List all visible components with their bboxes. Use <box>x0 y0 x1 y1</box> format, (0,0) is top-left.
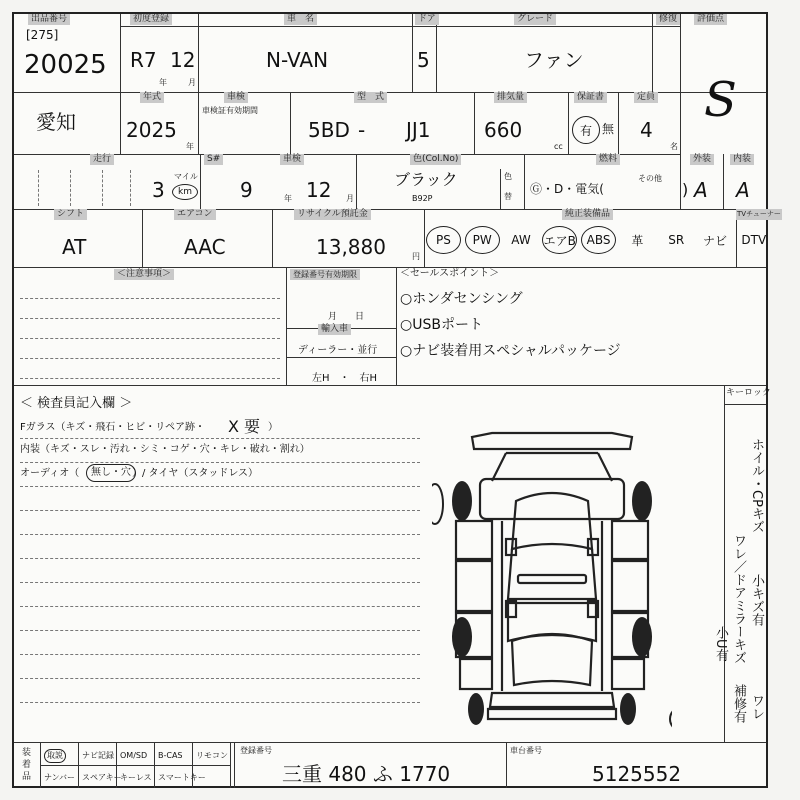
year-unit: 年 <box>186 142 194 151</box>
lot-header: 出品番号 <box>28 14 70 25</box>
doors-value: 5 <box>417 48 430 72</box>
grade-value: ファン <box>524 48 584 72</box>
equipment-item-7: ナビ <box>702 233 727 248</box>
inspector-header: ＜ 検査員記入欄 ＞ <box>20 396 133 411</box>
doors-header: ドア <box>415 14 439 25</box>
accessory-item-row1-4: リモコン <box>196 751 228 760</box>
shaken-header: 車検 <box>224 92 248 103</box>
reg-expiry-header: 登録番号有効期限 <box>290 269 360 280</box>
capacity-value: 4 <box>640 118 653 142</box>
equipment-item-5: 革 <box>631 233 644 248</box>
displacement-value: 660 <box>484 118 523 142</box>
accessory-item-row1-1: ナビ記録 <box>82 751 114 760</box>
fuel-header: 燃料 <box>596 154 620 165</box>
inspection-year: 9 <box>240 178 253 202</box>
car-damage-diagram <box>432 409 672 739</box>
accessory-item-row1-2: OM/SD <box>120 751 148 760</box>
equipment-item-8: DTV <box>741 233 767 247</box>
aircon-value: AAC <box>184 235 226 259</box>
warranty-header: 保証書 <box>574 92 607 103</box>
shift-header: シフト <box>54 209 87 220</box>
recycle-unit: 円 <box>412 252 420 261</box>
shaken-sub: 車検証有効期間 <box>202 106 258 115</box>
aircon-header: エアコン <box>174 209 216 220</box>
first-reg-month: 12 <box>170 48 196 72</box>
tv-tuner-header: TVチューナー <box>737 210 781 218</box>
equipment-item-4: ABS <box>581 226 616 254</box>
key-lock-header: キーロック <box>726 388 771 398</box>
grade-header: グレード <box>514 14 556 25</box>
inspector-fglass: Fガラス（キズ・飛石・ヒビ・リペア跡・ <box>20 422 206 433</box>
equipment-item-0: PS <box>426 226 461 254</box>
color-header: 色(Col.No) <box>410 154 461 165</box>
equipment-item-3: エアB <box>542 226 577 254</box>
chassis-header: 車台番号 <box>510 746 542 755</box>
first-reg-header: 初度登録 <box>130 14 172 25</box>
color-value: ブラック <box>394 170 458 189</box>
shift-value: AT <box>62 235 87 259</box>
accessory-item-row2-2: キーレス <box>120 773 152 782</box>
capacity-unit: 名 <box>670 142 678 151</box>
inspector-fglass-mark: X 要 <box>228 417 261 436</box>
displacement-unit: cc <box>554 142 563 151</box>
exterior-value: A <box>694 178 708 202</box>
import-header: 輸入車 <box>318 324 351 335</box>
accessory-item-row2-0: ナンバー <box>44 773 76 782</box>
color-change-label-1: 色 <box>504 172 512 181</box>
first-reg-year-unit: 年 <box>159 78 167 87</box>
lot-number: 20025 <box>24 50 107 80</box>
model-code-header: 型 式 <box>354 92 387 103</box>
inspector-fglass-close: ） <box>268 422 278 433</box>
fuel-close: ) <box>682 180 689 199</box>
import-steer: 左H ・ 右H <box>312 373 378 384</box>
inspection-year-unit: 年 <box>284 194 292 203</box>
year-value: 2025 <box>126 118 177 142</box>
inspection-month-unit: 月 <box>346 194 354 203</box>
first-reg-month-unit: 月 <box>188 78 196 87</box>
equipment-item-2: AW <box>511 233 531 247</box>
model-value: N-VAN <box>266 48 329 72</box>
vertical-note-2: ワレ／ドアミラーキズ <box>731 534 746 664</box>
repair-header: 修復 <box>656 14 680 25</box>
sales-point-2: ○USBポート <box>400 317 483 333</box>
recycle-header: リサイクル預託金 <box>294 209 371 220</box>
accessory-side-label-2: 品 <box>22 772 32 782</box>
warranty-no: 無 <box>602 122 615 136</box>
equipment-header: 純正装備品 <box>562 209 613 220</box>
lot-prefix: [275] <box>26 28 59 42</box>
sales-point-3: ○ナビ装着用スペシャルパッケージ <box>400 343 621 359</box>
mileage-header: 走行 <box>90 154 114 165</box>
fuel-other: その他 <box>638 174 662 183</box>
inspector-tire: ）/ タイヤ（スタッドレス） <box>132 468 259 479</box>
interior-header: 内装 <box>730 154 754 165</box>
accessory-item-row1-3: B-CAS <box>158 751 183 760</box>
plate-header: 登録番号 <box>240 746 272 755</box>
vertical-note-4: 小U有 <box>713 626 728 662</box>
exterior-header: 外装 <box>690 154 714 165</box>
displacement-header: 排気量 <box>494 92 527 103</box>
inspection-header: 車検 <box>280 154 304 165</box>
recycle-value: 13,880 <box>316 235 386 259</box>
capacity-header: 定員 <box>634 92 658 103</box>
model-code-dash: - <box>358 118 366 142</box>
reg-expiry-md: 月 日 <box>328 312 365 322</box>
inspector-interior: 内装（キズ・スレ・汚れ・シミ・コゲ・穴・キレ・破れ・割れ） <box>20 444 310 455</box>
evaluation-header: 評価点 <box>694 14 727 25</box>
auction-sheet <box>12 12 781 788</box>
inspector-audio: オーディオ（ <box>20 468 80 479</box>
accessory-item-row1-0: 取説 <box>44 749 66 763</box>
equipment-item-1: PW <box>465 226 500 254</box>
color-code: B92P <box>412 194 433 203</box>
notes-header: ＜注意事項＞ <box>114 269 174 280</box>
vertical-note-5: 補修有 <box>731 684 746 723</box>
region-value: 愛知 <box>36 110 76 134</box>
accessory-side-label-0: 装 <box>22 748 32 758</box>
sno-header: S# <box>204 154 223 165</box>
accessory-item-row2-1: スペアキー <box>82 773 122 782</box>
vertical-note-3: 小キズ有 <box>749 574 764 626</box>
color-change-label-2: 替 <box>504 192 512 201</box>
interior-value: A <box>736 178 750 202</box>
inspector-audio-circle: 無し・穴 <box>86 464 136 482</box>
warranty-yes: 有 <box>572 116 600 144</box>
vertical-note-1: ホイル・CPキズ <box>749 438 764 533</box>
sales-points-header: ＜セールスポイント＞ <box>400 268 500 279</box>
model-code: JJ1 <box>406 118 431 142</box>
year-header: 年式 <box>140 92 164 103</box>
inspection-month: 12 <box>306 178 332 202</box>
evaluation-value: S <box>704 72 737 128</box>
mileage-value: 3 <box>152 178 165 202</box>
model-header: 車 名 <box>284 14 317 25</box>
vertical-note-6: ワレ <box>749 694 764 720</box>
equipment-item-6: SR <box>668 233 685 247</box>
plate-value: 三重 480 ふ 1770 <box>282 762 451 786</box>
chassis-value: 5125552 <box>592 762 682 786</box>
first-reg-era: R7 <box>130 48 157 72</box>
mileage-mile-unit: マイル <box>174 172 198 181</box>
import-dealer: ディーラー・並行 <box>298 345 378 356</box>
fuel-options: Ⓖ・D・電気( <box>530 182 604 196</box>
accessory-item-row2-3: スマートキー <box>158 773 206 782</box>
accessory-side-label-1: 着 <box>22 760 32 770</box>
mileage-km-unit: km <box>172 184 198 200</box>
model-code-prefix: 5BD <box>308 118 350 142</box>
sales-point-1: ○ホンダセンシング <box>400 291 523 307</box>
